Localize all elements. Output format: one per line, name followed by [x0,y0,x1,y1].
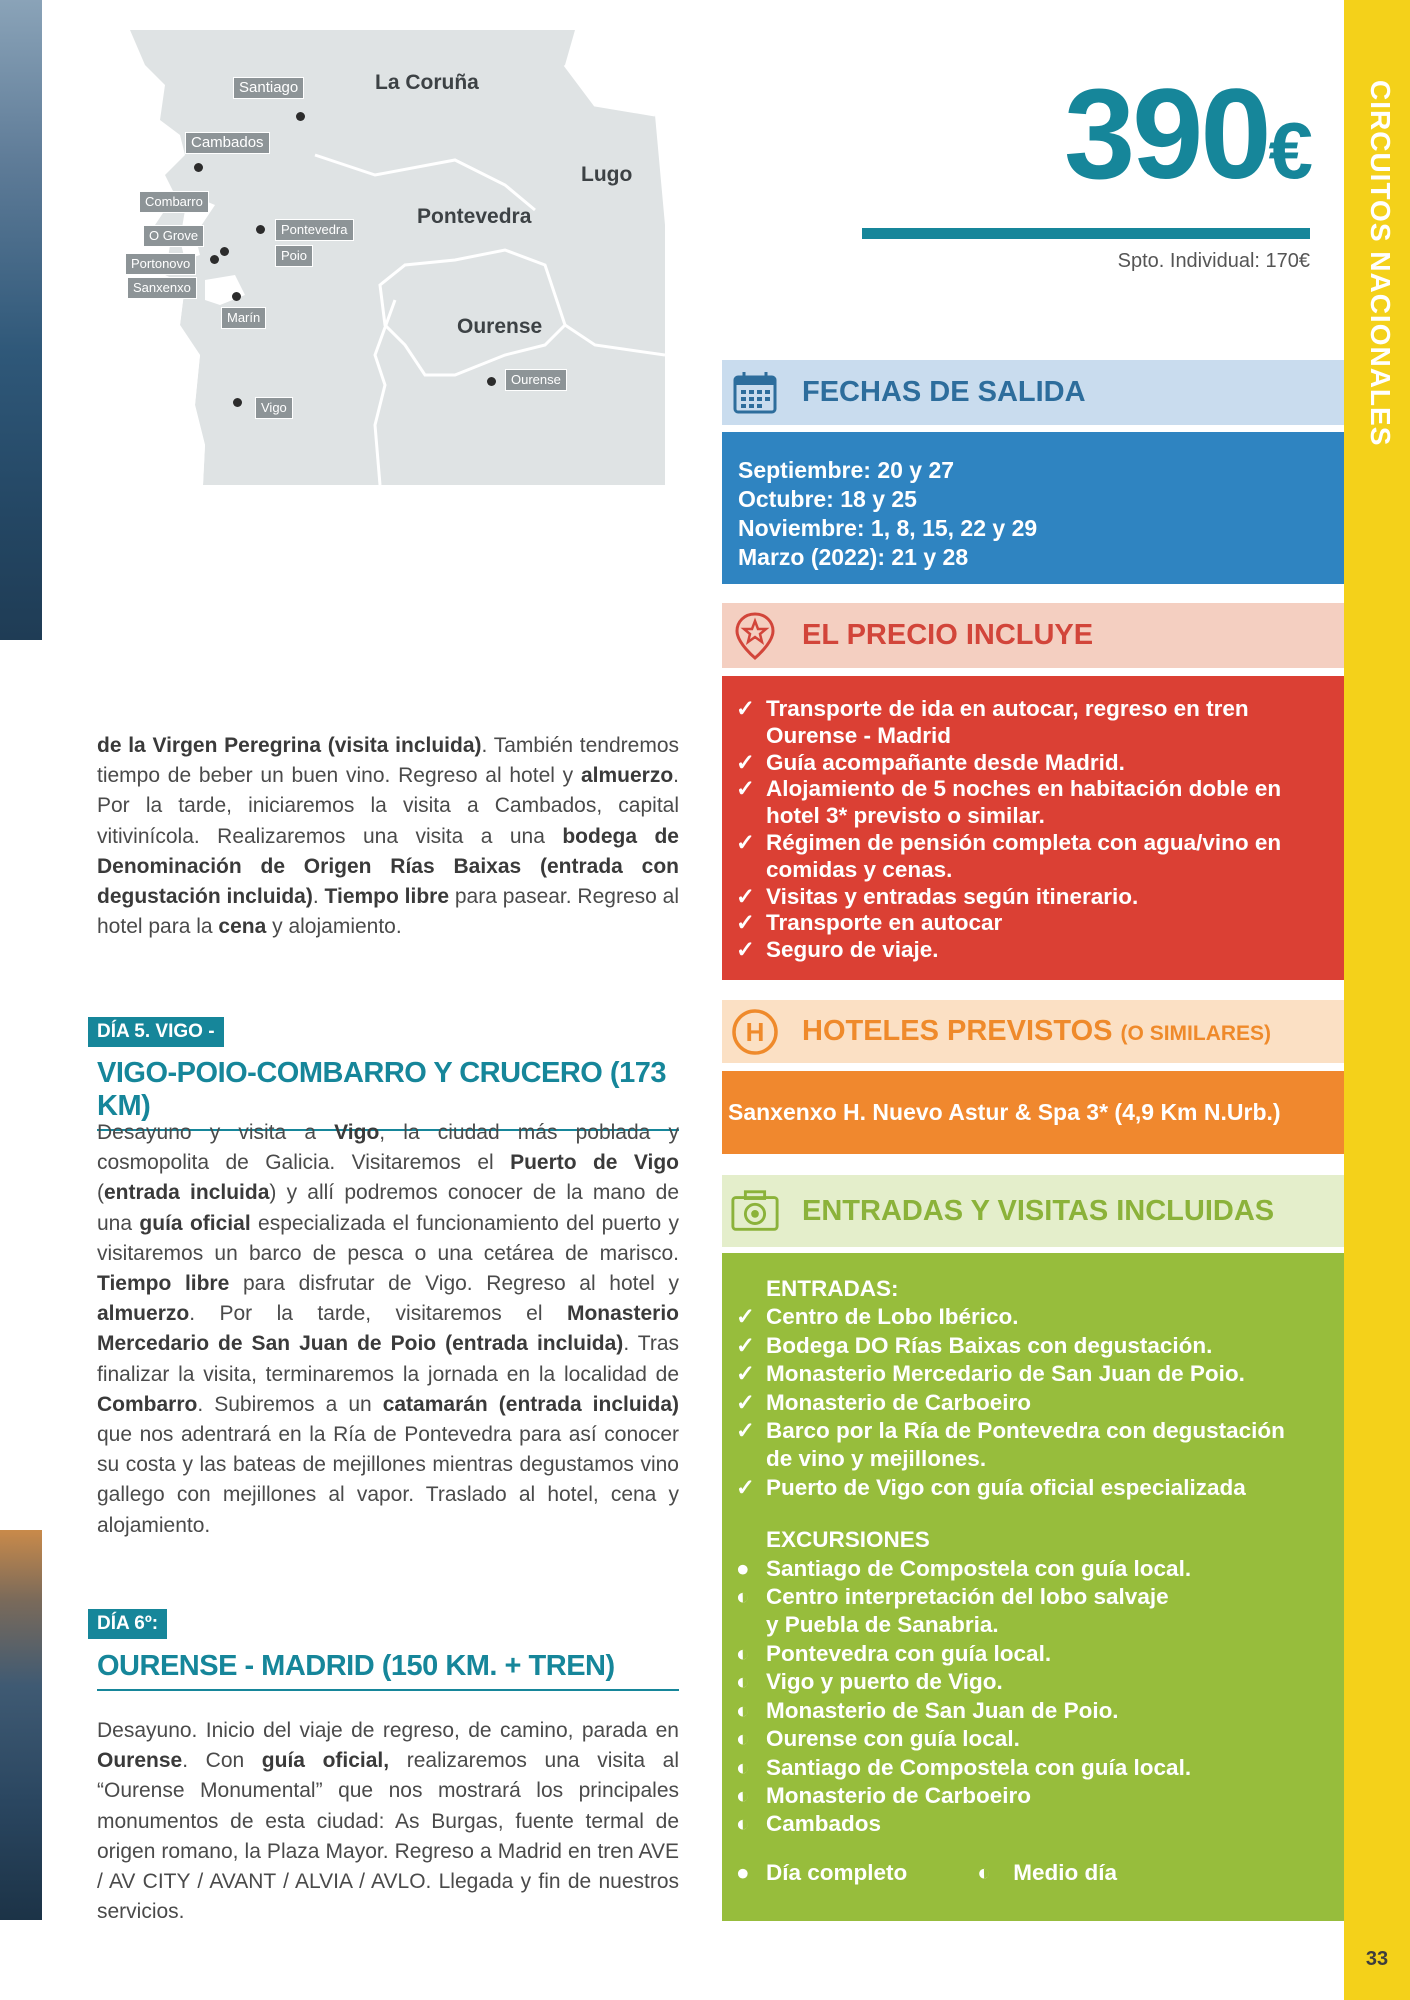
hoteles-title: HOTELES PREVISTOS (O SIMILARES) [802,1015,1272,1047]
photo-strip-top [0,0,42,640]
excursion-item: ◐ Monasterio de San Juan de Poio. [736,1697,1330,1725]
half-day-icon: ◐ [736,1640,750,1666]
check-icon: ✓ [736,1332,755,1358]
map-province-ourense: Ourense [457,315,543,338]
check-icon: ✓ [736,749,755,775]
check-icon: ✓ [736,1304,755,1330]
check-icon: ✓ [736,829,755,855]
galicia-map [125,25,665,485]
half-day-icon: ◐ [736,1726,750,1752]
day6-title: OURENSE - MADRID (150 KM. + TREN) [97,1650,679,1691]
excursion-item: ◐ Ourense con guía local. [736,1725,1330,1753]
entrada-item: ✓ Centro de Lobo Ibérico. [736,1303,1330,1331]
incluye-panel [722,676,1344,980]
hoteles-panel [722,1071,1344,1154]
badge-star-icon [730,611,780,661]
side-band-title: CIRCUITOS NACIONALES [1365,80,1396,447]
full-day-icon: ● [736,1859,750,1885]
excursion-legend [736,1859,1330,1887]
camera-icon [730,1186,780,1236]
map-town-marin: Marín [221,307,266,329]
legend-full-day: Día completo [766,1859,908,1885]
day4-continuation: de la Virgen Peregrina (visita incluida). También tendremos tiempo de beber un buen vino. Regreso al hotel y almuerzo. Por la tarde, iniciaremos la visita a Cambados, capital vitivinícola. Realizaremos una visita a una bodega de Denominación de Origen Rías Baixas (entrada con degustación incluida). Tiempo libre para pasear. Regreso al hotel para la cena y alojamiento. [97,734,680,939]
map-town-pontevedra: Pontevedra [275,219,354,241]
check-icon: ✓ [736,1418,755,1444]
map-dot [233,398,242,407]
map-dot [220,247,229,256]
price [1010,63,1310,216]
excursion-item: ◐ Centro interpretación del lobo salvaje y Puebla de Sanabria. [736,1583,1330,1640]
fechas-line: Octubre: 18 y 25 [738,486,917,512]
incluye-item: ✓ Régimen de pensión completa con agua/vino en comidas y cenas. [736,829,1282,882]
photo-strip-bottom [0,1530,42,1920]
map-dot [210,255,219,264]
incluye-item: ✓ Seguro de viaje. [736,937,939,963]
entradas-header [722,1175,1344,1247]
map-town-poio: Poio [275,245,313,267]
day5-title: VIGO-POIO-COMBARRO Y CRUCERO (173 KM) [97,1057,679,1131]
price-amount: 390 [1063,63,1269,206]
day6-text: Desayuno. Inicio del viaje de regreso, de camino, parada en Ourense. Con guía oficial, realizaremos una visita al “Ourense Monumental” que nos mostrará los principales monumentos de esta ciudad: As Burgas, fuente termal de origen romano, la Plaza Mayor. Regreso a Madrid en tren AVE / AV CITY / AVANT / ALVIA / AVLO. Llegada y fin de nuestros servicios. [97,1719,679,1924]
day5-text: Desayuno y visita a Vigo, la ciudad más poblada y cosmopolita de Galicia. Visitaremos el Puerto de Vigo (entrada incluida) y allí podremos conocer de la mano de una guía oficial especializada el funcionamiento del puerto y visitaremos un barco de pesca o una cetárea de marisco. Tiempo libre para disfrutar de Vigo. Regreso al hotel y almuerzo. Por la tarde, visitaremos el Monasterio Mercedario de San Juan de Poio (entrada incluida). Tras finalizar la visita, terminaremos la jornada en la localidad de Combarro. Subiremos a un catamarán (entrada incluida) que nos adentrará en la Ría de Pontevedra para así conocer su costa y las bateas de mejillones mientras degustamos vino gallego con mejillones al vapor. Traslado al hotel, cena y alojamiento. [97,1121,679,1537]
check-icon: ✓ [736,696,755,721]
incluye-item: ✓ Transporte de ida en autocar, regreso en tren Ourense - Madrid [736,696,1249,748]
map-dot [487,377,496,386]
entradas-panel [722,1253,1344,1921]
day6-tag: DÍA 6º: [88,1609,167,1639]
map-town-cambados: Cambados [185,132,270,154]
entradas-heading: ENTRADAS: [766,1276,899,1301]
legend-half-day: Medio día [1013,1859,1118,1885]
incluye-title: EL PRECIO INCLUYE [802,619,1094,651]
hoteles-header [722,1000,1344,1063]
hotel-line: Sanxenxo H. Nuevo Astur & Spa 3* (4,9 Km N.Urb.) [728,1099,1281,1125]
price-currency: € [1268,106,1310,195]
map-town-sanxenxo: Sanxenxo [127,277,197,299]
incluye-item: ✓ Transporte en autocar [736,910,1003,936]
full-day-icon: ● [736,1555,750,1581]
excursiones-heading: EXCURSIONES [766,1527,930,1553]
check-icon: ✓ [736,910,755,936]
map-town-o-grove: O Grove [143,225,204,247]
fechas-panel [722,432,1344,584]
map-town-combarro: Combarro [139,191,209,213]
excursion-item: ● Santiago de Compostela con guía local. [736,1555,1330,1583]
check-icon: ✓ [736,1474,755,1500]
map-dot [296,112,305,121]
map-town-portonovo: Portonovo [125,253,196,275]
map-dot [256,225,265,234]
map-town-vigo: Vigo [255,397,293,419]
incluye-item: ✓ Visitas y entradas según itinerario. [736,883,1139,909]
map-province-la-coruna: La Coruña [375,71,479,94]
check-icon: ✓ [736,937,755,963]
excursion-item: ◐ Vigo y puerto de Vigo. [736,1668,1330,1696]
incluye-item: ✓ Alojamiento de 5 noches en habitación doble en hotel 3* previsto o similar. [736,776,1282,829]
fechas-line: Marzo (2022): 21 y 28 [738,544,969,570]
entrada-item: ✓ Bodega DO Rías Baixas con degustación. [736,1332,1330,1360]
entrada-item: ✓ Monasterio Mercedario de San Juan de Poio. [736,1360,1330,1388]
excursion-item: ◐ Santiago de Compostela con guía local. [736,1754,1330,1782]
check-icon: ✓ [736,883,755,909]
entradas-title: ENTRADAS Y VISITAS INCLUIDAS [802,1194,1275,1227]
entrada-item: ✓ Puerto de Vigo con guía oficial especializada [736,1474,1330,1502]
single-supplement: Spto. Individual: 170€ [1117,250,1310,272]
half-day-icon: ◐ [736,1811,750,1837]
half-day-icon: ◐ [736,1697,750,1723]
map-dot [232,292,241,301]
fechas-header [722,360,1344,425]
map-dot [194,163,203,172]
page-number: 33 [1365,1948,1389,1970]
check-icon: ✓ [736,1361,755,1387]
map-town-santiago: Santiago [233,77,304,99]
hotel-icon [730,1007,780,1057]
calendar-icon [730,368,780,418]
fechas-title: FECHAS DE SALIDA [802,376,1086,408]
map-province-lugo: Lugo [581,163,633,186]
price-rule [862,228,1310,239]
check-icon: ✓ [736,1389,755,1415]
entrada-item: ✓ Monasterio de Carboeiro [736,1389,1330,1417]
excursion-item: ◐ Monasterio de Carboeiro [736,1782,1330,1810]
half-day-icon: ◐ [736,1669,750,1695]
check-icon: ✓ [736,776,755,802]
map-town-ourense: Ourense [505,369,567,391]
incluye-item: ✓ Guía acompañante desde Madrid. [736,749,1125,775]
half-day-icon: ◐ [736,1782,750,1808]
map-province-pontevedra: Pontevedra [417,205,532,228]
incluye-header [722,603,1344,668]
fechas-line: Septiembre: 20 y 27 [738,457,955,483]
half-day-icon: ◐ [736,1584,750,1610]
half-day-icon: ◐ [977,1859,991,1885]
fechas-line: Noviembre: 1, 8, 15, 22 y 29 [738,515,1038,541]
excursion-item: ◐ Cambados [736,1810,1330,1838]
svg-text:H: H [745,1016,765,1047]
day5-tag: DÍA 5. VIGO - [88,1017,224,1047]
half-day-icon: ◐ [736,1754,750,1780]
entrada-item: ✓ Barco por la Ría de Pontevedra con degustación de vino y mejillones. [736,1417,1330,1474]
excursion-item: ◐ Pontevedra con guía local. [736,1640,1330,1668]
